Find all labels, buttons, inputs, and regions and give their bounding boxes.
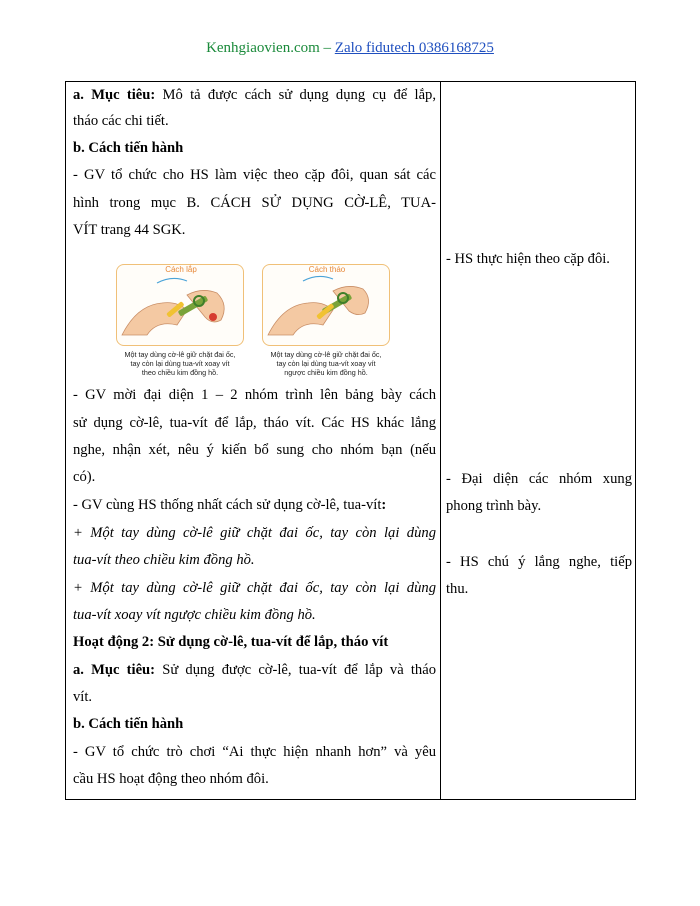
teacher-line-segment: VÍT trang 44 SGK. — [73, 222, 186, 238]
remove-title: Cách tháo — [308, 265, 346, 274]
column-divider — [440, 82, 441, 799]
page-header — [0, 40, 700, 57]
remove-panel — [262, 264, 390, 346]
mount-caption-line: Một tay dùng cờ-lê giữ chặt đai ốc, — [124, 350, 236, 359]
student-line: - HS chú ý lắng nghe, tiếp — [446, 554, 632, 570]
remove-caption — [256, 350, 396, 377]
teacher-line — [73, 85, 436, 105]
mount-hands-image — [117, 265, 243, 345]
site-name[interactable]: Kenhgiaovien.com — [206, 40, 320, 56]
teacher-line — [73, 714, 183, 734]
teacher-line-segment: cầu HS hoạt động theo nhóm đôi. — [73, 771, 269, 787]
mount-title: Cách lắp — [165, 265, 197, 274]
teacher-line-segment: Hoạt động 2: Sử dụng cờ-lê, tua-vít để lắp, tháo vít — [73, 634, 389, 650]
teacher-line — [73, 742, 436, 762]
teacher-line — [73, 578, 436, 598]
remove-caption-line: Một tay dùng cờ-lê giữ chặt đai ốc, — [270, 350, 382, 359]
teacher-line-segment: - GV tổ chức trò chơi “Ai thực hiện nhanh hơn” và yêu — [73, 744, 436, 760]
teacher-line — [73, 111, 169, 131]
sgk-illustration — [116, 264, 446, 384]
teacher-line-segment: b. Cách tiến hành — [73, 140, 184, 156]
student-line: phong trình bày. — [446, 498, 542, 514]
teacher-line-segment: hình trong mục B. CÁCH SỬ DỤNG CỜ-LÊ, TUA- — [73, 195, 436, 211]
contact-link[interactable]: Zalo fidutech 0386168725 — [334, 40, 494, 56]
mount-panel — [116, 264, 244, 346]
teacher-line-segment: a. Mục tiêu: — [73, 87, 156, 103]
teacher-line — [73, 660, 436, 680]
mount-caption-line: theo chiều kim đồng hồ. — [141, 368, 219, 377]
lesson-table — [65, 81, 636, 800]
teacher-line-segment: : — [381, 497, 387, 513]
teacher-line-segment: tua-vít xoay vít ngược chiều kim đồng hồ. — [73, 607, 316, 623]
teacher-line — [73, 220, 185, 240]
teacher-line-segment: tháo các chi tiết. — [73, 113, 169, 129]
teacher-line-segment: Mô tả được cách sử dụng dụng cụ để lắp, — [155, 87, 436, 103]
teacher-line-segment: - GV tổ chức cho HS làm việc theo cặp đôi, quan sát các — [73, 167, 436, 183]
teacher-line-segment: a. Mục tiêu: — [73, 662, 156, 678]
teacher-line — [73, 385, 436, 405]
teacher-line — [73, 193, 436, 213]
teacher-line-segment: Sử dụng được cờ-lê, tua-vít để lắp và tháo — [155, 662, 436, 678]
teacher-line — [73, 605, 316, 625]
remove-hands-image — [263, 265, 389, 345]
remove-caption-line: ngược chiều kim đồng hồ. — [284, 368, 368, 377]
teacher-line — [73, 138, 183, 158]
student-line: - HS thực hiện theo cặp đôi. — [446, 251, 610, 267]
teacher-line — [73, 495, 386, 515]
teacher-line — [73, 769, 269, 789]
student-line: - Đại diện các nhóm xung — [446, 471, 632, 487]
teacher-line-segment: - GV mời đại diện 1 – 2 nhóm trình lên bảng bày cách — [73, 387, 436, 403]
teacher-line-segment: b. Cách tiến hành — [73, 716, 184, 732]
teacher-line-segment: tua-vít theo chiều kim đồng hồ. — [73, 552, 255, 568]
teacher-line-segment: sử dụng cờ-lê, tua-vít để lắp, tháo vít. Các HS khác lắng — [73, 415, 436, 431]
mount-caption-line: tay còn lại dùng tua-vít xoay vít — [130, 359, 230, 368]
teacher-line-segment: + Một tay dùng cờ-lê giữ chặt đai ốc, tay còn lại dùng — [73, 580, 436, 596]
student-line: thu. — [446, 581, 469, 597]
teacher-line-segment: nghe, nhận xét, nêu ý kiến bổ sung cho nhóm bạn (nếu — [73, 442, 436, 458]
teacher-line — [73, 467, 95, 487]
teacher-line — [73, 440, 436, 460]
teacher-line — [73, 632, 388, 652]
header-separator: – — [319, 40, 335, 56]
teacher-line-segment: có). — [73, 469, 96, 485]
teacher-line-segment: - GV cùng HS thống nhất cách sử dụng cờ-lê, tua-vít — [73, 497, 382, 513]
mount-caption — [110, 350, 250, 377]
remove-caption-line: tay còn lại dùng tua-vít xoay vít — [276, 359, 376, 368]
teacher-line — [73, 687, 92, 707]
teacher-line — [73, 550, 255, 570]
teacher-line — [73, 523, 436, 543]
teacher-line — [73, 165, 436, 185]
teacher-line-segment: + Một tay dùng cờ-lê giữ chặt đai ốc, tay còn lại dùng — [73, 525, 436, 541]
teacher-line — [73, 413, 436, 433]
teacher-line-segment: vít. — [73, 689, 93, 705]
